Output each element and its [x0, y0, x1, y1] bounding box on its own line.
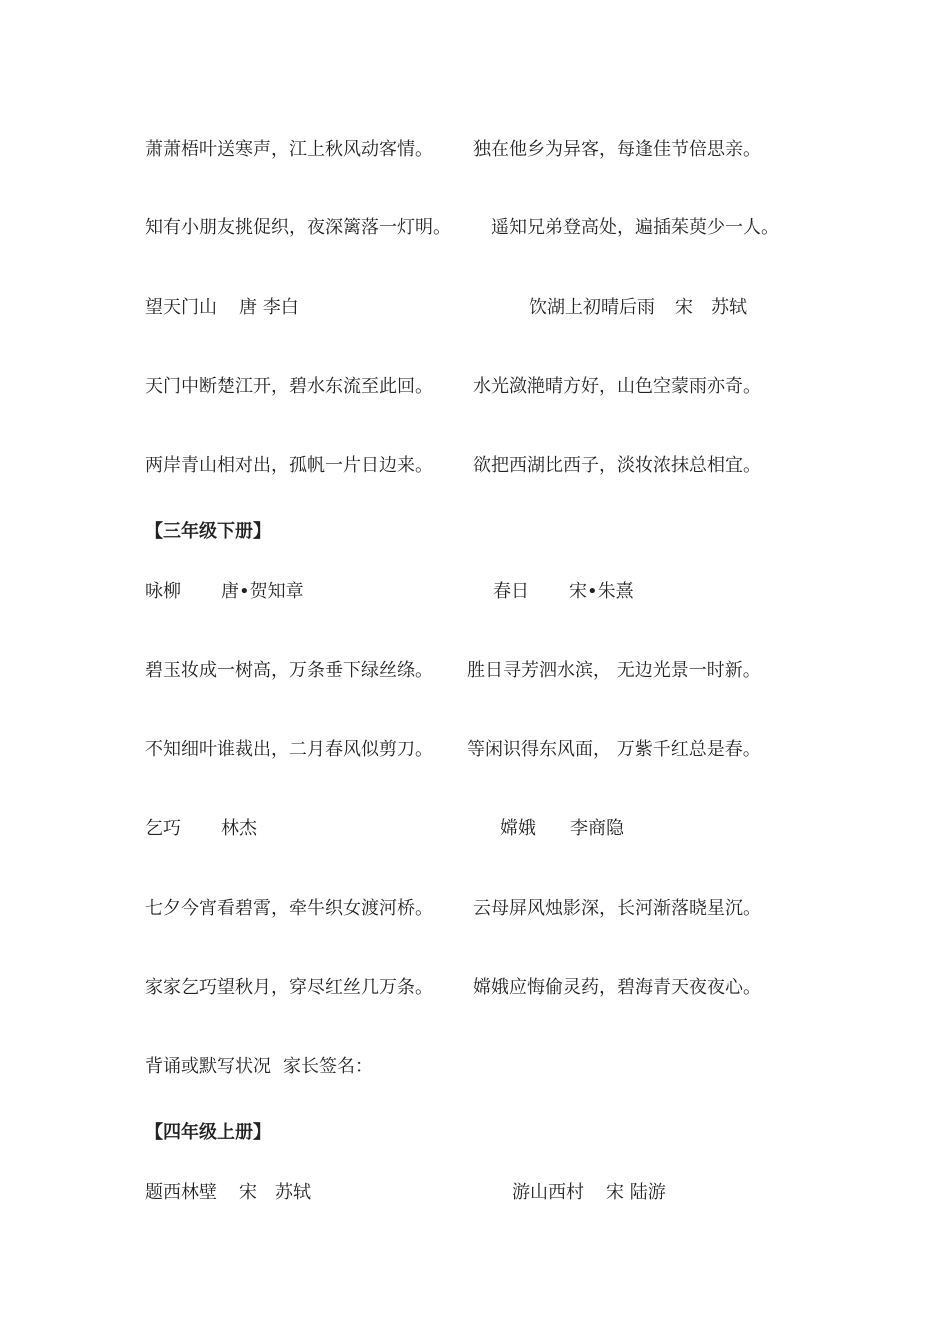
poem-title-row — [145, 815, 935, 843]
poem-line — [145, 214, 935, 242]
poem-line — [145, 452, 935, 480]
poem-line-left: 家家乞巧望秋月，穿尽红丝几万条。 — [145, 977, 433, 998]
section-heading-grade3-b: 【三年级下册】 — [145, 521, 271, 542]
poem-title-row — [145, 294, 935, 322]
poem-line-right: 遥知兄弟登高处，遍插茱萸少一人。 — [491, 217, 779, 238]
poem-line — [145, 736, 935, 764]
poem-line-left: 不知细叶谁裁出，二月春风似剪刀。 — [145, 739, 433, 760]
poem-title-row — [145, 1179, 935, 1207]
poem-line-left: 知有小朋友挑促织，夜深篱落一灯明。 — [145, 217, 451, 238]
poem-author: 宋 陆游 — [606, 1182, 666, 1203]
poem-author: 林杰 — [221, 818, 257, 839]
recitation-status-label: 背诵或默写状况 — [145, 1056, 271, 1077]
poem-line — [145, 895, 935, 923]
poem-line-left: 天门中断楚江开，碧水东流至此回。 — [145, 376, 433, 397]
poem-line-left: 萧萧梧叶送寒声，江上秋风动客情。 — [145, 139, 433, 160]
poem-title-row — [145, 578, 935, 606]
poem-line-left: 七夕今宵看碧霄，牵牛织女渡河桥。 — [145, 898, 433, 919]
poem-title: 嫦娥 — [500, 818, 536, 839]
poem-title: 饮湖上初晴后雨 — [529, 297, 655, 318]
poem-line-right: 欲把西湖比西子，淡妆浓抹总相宜。 — [473, 455, 761, 476]
poem-line — [145, 657, 935, 685]
poem-line — [145, 373, 935, 401]
poem-title: 题西林壁 — [145, 1182, 217, 1203]
poem-line-left: 碧玉妆成一树高，万条垂下绿丝绦。 — [145, 660, 433, 681]
poem-line-right: 水光潋滟晴方好，山色空蒙雨亦奇。 — [473, 376, 761, 397]
poem-title: 咏柳 — [145, 581, 181, 602]
poem-title: 乞巧 — [145, 818, 181, 839]
parent-signature-label: 家长签名： — [283, 1056, 373, 1077]
poem-author: 唐•贺知章 — [221, 581, 304, 602]
poem-line-right: 嫦娥应悔偷灵药，碧海青天夜夜心。 — [473, 977, 761, 998]
poem-line-right: 等闲识得东风面， 万紫千红总是春。 — [467, 739, 761, 760]
poem-line-right: 云母屏风烛影深，长河渐落晓星沉。 — [473, 898, 761, 919]
poem-title: 望天门山 — [145, 297, 217, 318]
poem-line — [145, 974, 935, 1002]
poem-author: 宋 苏轼 — [675, 297, 747, 318]
poem-author: 宋 苏轼 — [239, 1182, 311, 1203]
poem-line — [145, 136, 935, 164]
poem-author: 李商隐 — [570, 818, 624, 839]
poem-line-right: 独在他乡为异客，每逢佳节倍思亲。 — [473, 139, 761, 160]
recitation-status-row — [145, 1053, 935, 1081]
poem-author: 唐 李白 — [239, 297, 299, 318]
poem-author: 宋•朱熹 — [569, 581, 634, 602]
section-heading-grade4-a: 【四年级上册】 — [145, 1122, 271, 1143]
poem-title: 春日 — [493, 581, 529, 602]
poem-line-left: 两岸青山相对出，孤帆一片日边来。 — [145, 455, 433, 476]
poem-line-right: 胜日寻芳泗水滨， 无边光景一时新。 — [467, 660, 761, 681]
poem-title: 游山西村 — [512, 1182, 584, 1203]
